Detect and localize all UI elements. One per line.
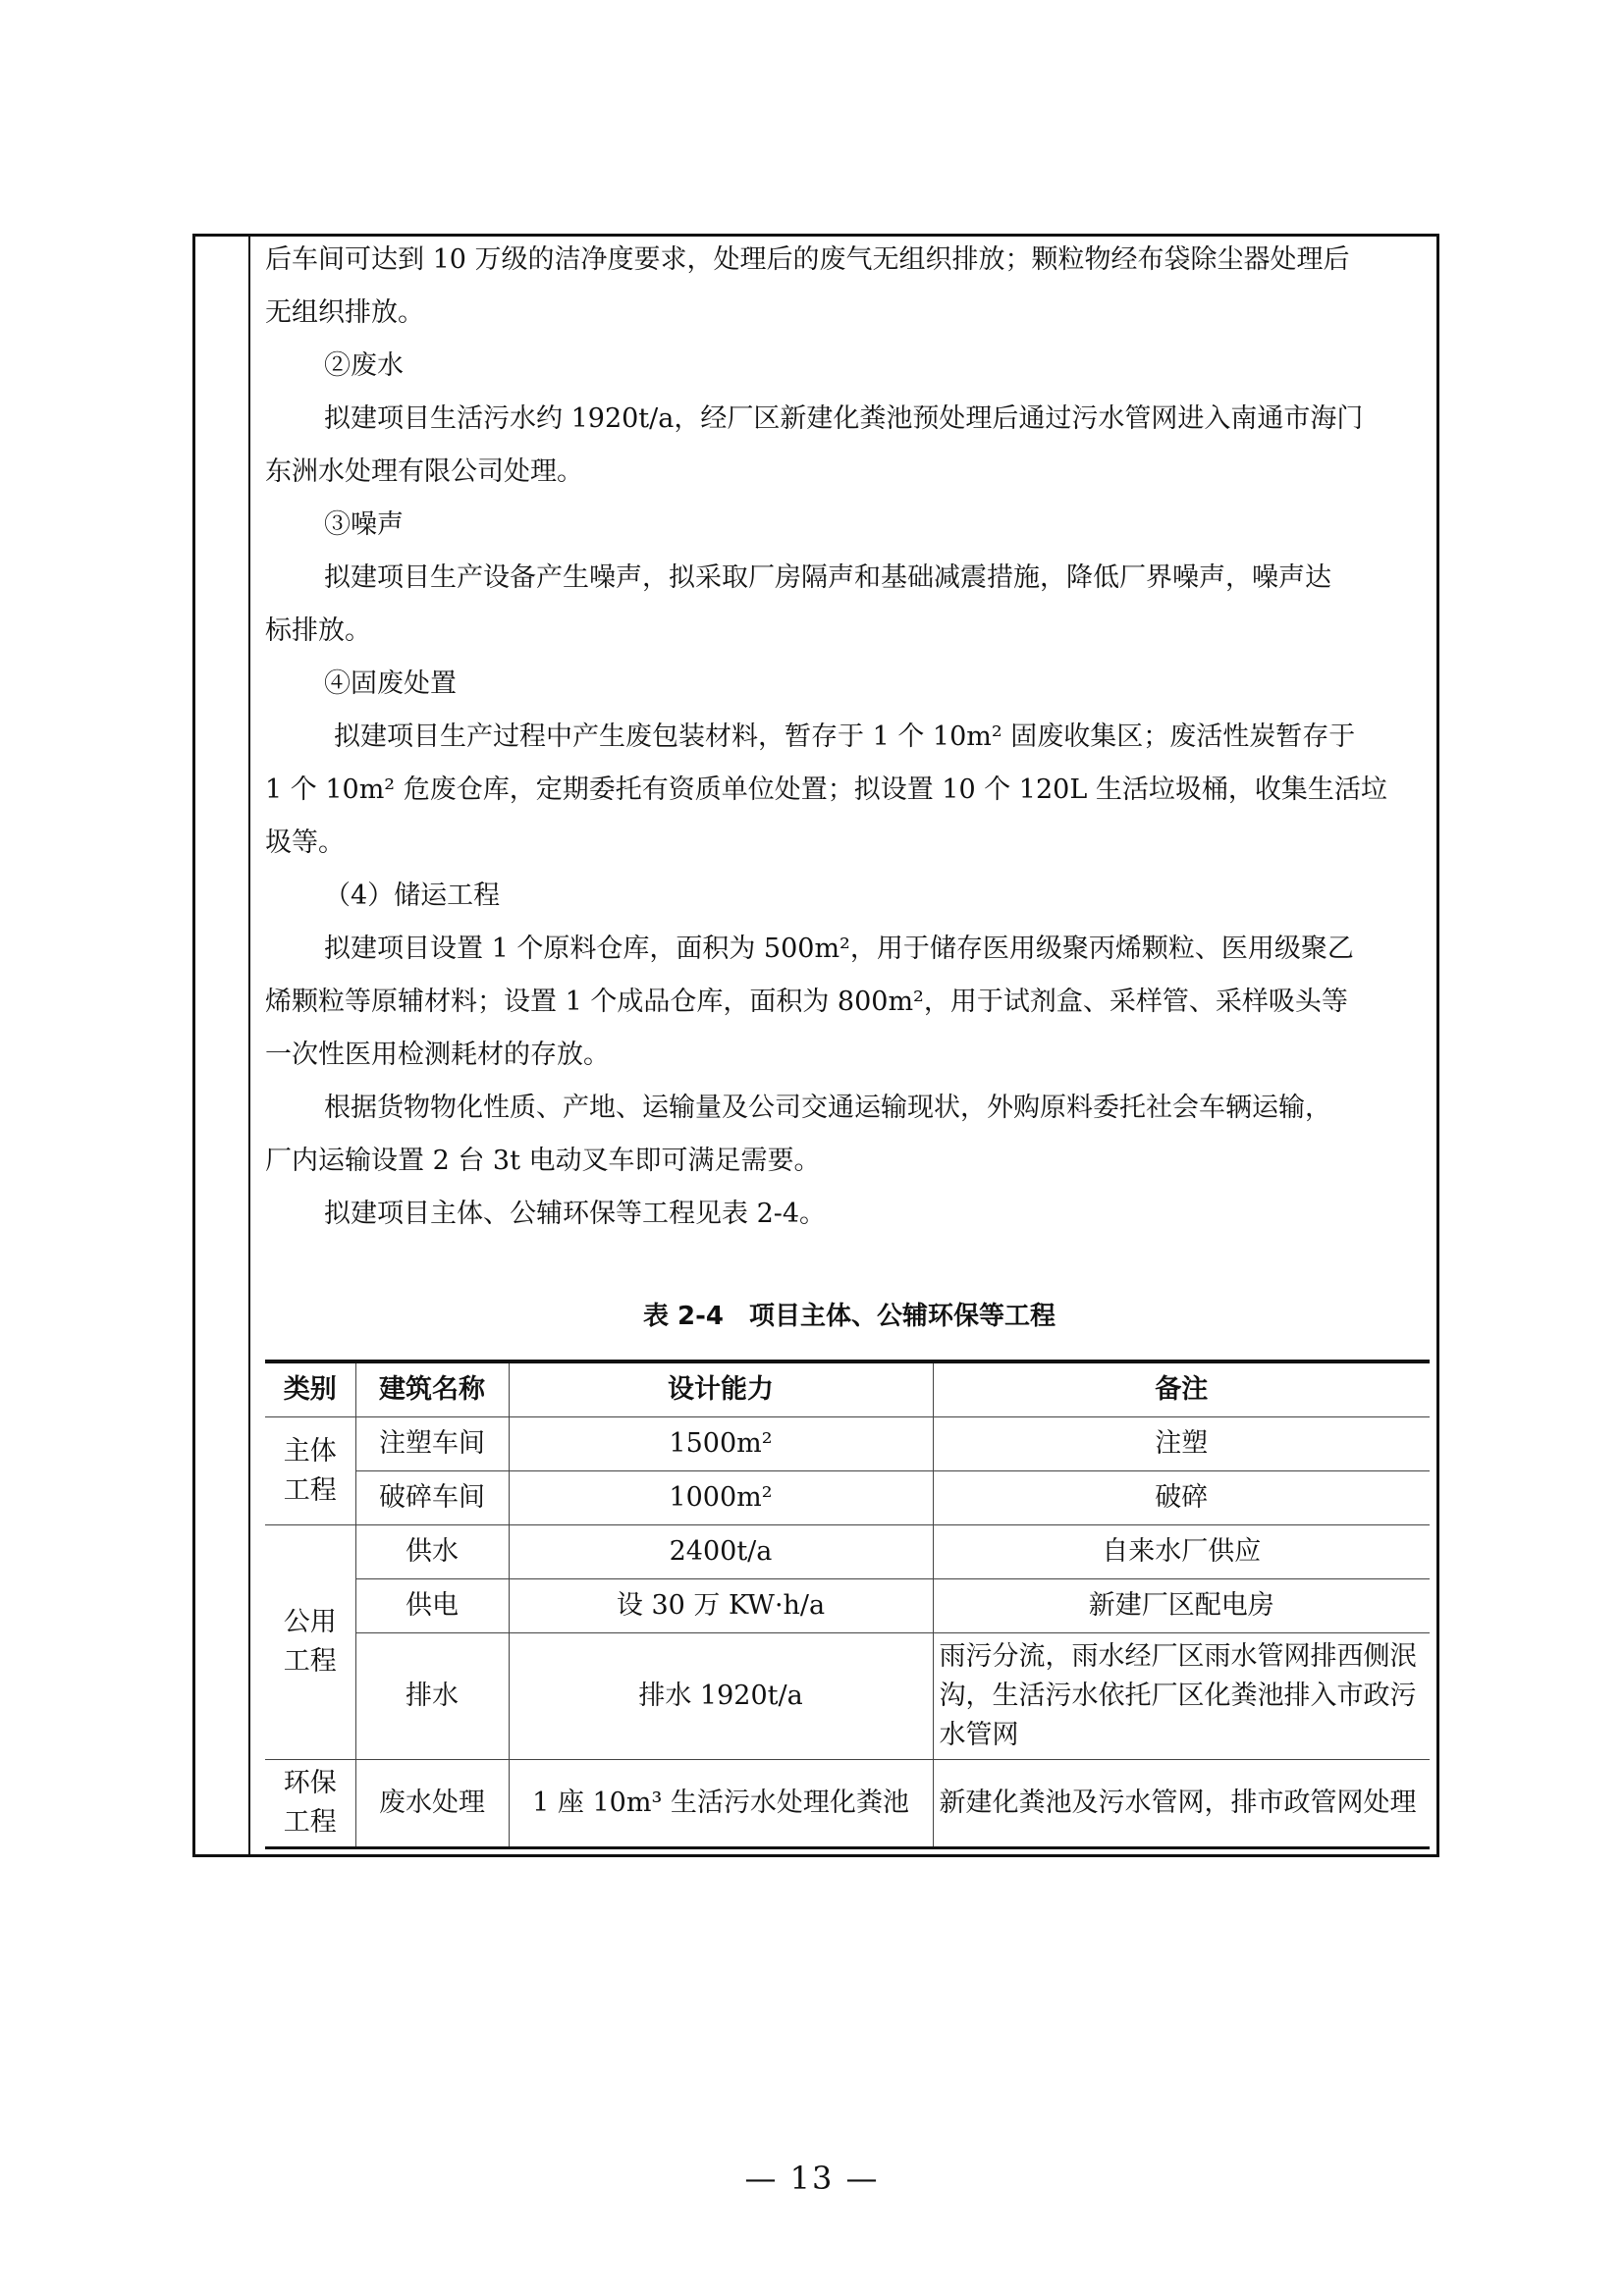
paragraph-line: 东洲水处理有限公司处理。 — [265, 456, 583, 487]
engineering-table — [265, 1360, 1430, 1849]
paragraph-line: 圾等。 — [265, 828, 345, 858]
cell-note: 雨污分流，雨水经厂区雨水管网排西侧泯沟，生活污水依托厂区化粪池排入市政污水管网 — [933, 1633, 1430, 1760]
frame-left-column-divider — [248, 234, 250, 1857]
paragraph-line: 拟建项目生产设备产生噪声，拟采取厂房隔声和基础减震措施，降低厂界噪声，噪声达 — [324, 562, 1331, 593]
cell-name: 供电 — [355, 1579, 509, 1633]
paragraph-line: 厂内运输设置 2 台 3t 电动叉车即可满足需要。 — [265, 1146, 821, 1176]
cell-name: 注塑车间 — [355, 1417, 509, 1471]
table-caption: 表 2-4 项目主体、公辅环保等工程 — [642, 1302, 1056, 1331]
table-row — [265, 1471, 1430, 1525]
cell-name: 破碎车间 — [355, 1471, 509, 1525]
cell-capacity: 1500m² — [509, 1417, 933, 1471]
paragraph-line: 拟建项目设置 1 个原料仓库，面积为 500m²，用于储存医用级聚丙烯颗粒、医用级聚乙 — [324, 934, 1354, 964]
cell-note: 新建化粪池及污水管网，排市政管网处理 — [933, 1760, 1430, 1848]
body-text — [265, 234, 1434, 1241]
header-category: 类别 — [265, 1362, 355, 1417]
section-heading-storage: （4）储运工程 — [324, 881, 501, 911]
cell-note: 自来水厂供应 — [933, 1525, 1430, 1579]
category-main: 主体 工程 — [265, 1417, 355, 1525]
cell-capacity: 2400t/a — [509, 1525, 933, 1579]
section-heading-wastewater: ②废水 — [324, 350, 404, 381]
table-row — [265, 1760, 1430, 1848]
paragraph-line: 拟建项目生产过程中产生废包装材料，暂存于 1 个 10m² 固废收集区；废活性炭暂存于 — [334, 721, 1356, 752]
table-row — [265, 1579, 1430, 1633]
cell-note: 破碎 — [933, 1471, 1430, 1525]
category-utility: 公用 工程 — [265, 1525, 355, 1760]
cell-capacity: 1 座 10m³ 生活污水处理化粪池 — [509, 1760, 933, 1848]
category-env: 环保 工程 — [265, 1760, 355, 1848]
paragraph-line: 标排放。 — [265, 615, 371, 646]
paragraph-line: 烯颗粒等原辅材料；设置 1 个成品仓库，面积为 800m²，用于试剂盒、采样管、采样吸头等 — [265, 987, 1348, 1017]
paragraph-line: 后车间可达到 10 万级的洁净度要求，处理后的废气无组织排放；颗粒物经布袋除尘器处理后 — [265, 244, 1350, 275]
header-building-name: 建筑名称 — [355, 1362, 509, 1417]
table-row — [265, 1417, 1430, 1471]
section-heading-noise: ③噪声 — [324, 509, 404, 540]
cell-capacity: 排水 1920t/a — [509, 1633, 933, 1760]
section-heading-solid-waste: ④固废处置 — [324, 668, 457, 699]
header-remarks: 备注 — [933, 1362, 1430, 1417]
paragraph-line: 根据货物物化性质、产地、运输量及公司交通运输现状，外购原料委托社会车辆运输， — [324, 1093, 1331, 1123]
paragraph-line: 无组织排放。 — [265, 297, 424, 328]
paragraph-line: 一次性医用检测耗材的存放。 — [265, 1040, 610, 1070]
paragraph-line: 拟建项目主体、公辅环保等工程见表 2-4。 — [324, 1199, 827, 1229]
page-number: — 13 — — [744, 2160, 880, 2197]
cell-capacity: 1000m² — [509, 1471, 933, 1525]
cell-capacity: 设 30 万 KW·h/a — [509, 1579, 933, 1633]
paragraph-line: 拟建项目生活污水约 1920t/a，经厂区新建化粪池预处理后通过污水管网进入南通市海门 — [324, 403, 1364, 434]
cell-name: 供水 — [355, 1525, 509, 1579]
table-header-row — [265, 1362, 1430, 1417]
paragraph-line: 1 个 10m² 危废仓库，定期委托有资质单位处置；拟设置 10 个 120L 生活垃圾桶，收集生活垃 — [265, 774, 1387, 805]
cell-note: 注塑 — [933, 1417, 1430, 1471]
table-row — [265, 1633, 1430, 1760]
header-design-capacity: 设计能力 — [509, 1362, 933, 1417]
cell-name: 排水 — [355, 1633, 509, 1760]
table-row — [265, 1525, 1430, 1579]
cell-note: 新建厂区配电房 — [933, 1579, 1430, 1633]
cell-name: 废水处理 — [355, 1760, 509, 1848]
